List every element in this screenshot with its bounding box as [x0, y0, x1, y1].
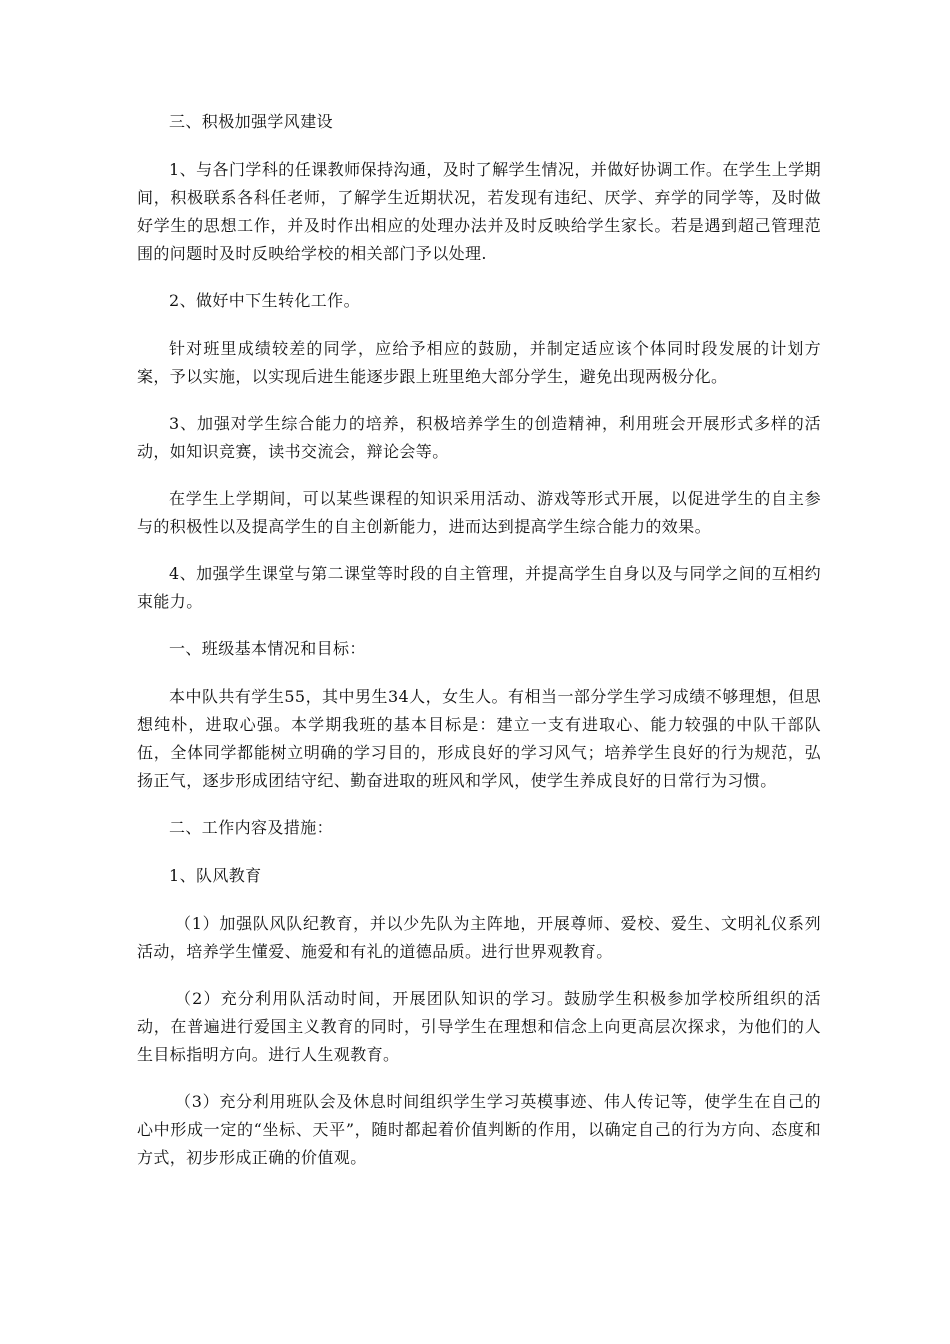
paragraph-class-overview: 本中队共有学生55，其中男生34人，女生人。有相当一部分学生学习成绩不够理想，但思想纯朴，进取心强。本学期我班的基本目标是：建立一支有进取心、能力较强的中队干部队伍，全体同学都能树立明确的学习目的，形成良好的学习风气；培养学生良好的行为规范，弘扬正气，逐步形成团结守纪、勤奋进取的班风和学风，使学生养成良好的日常行为习惯。	[137, 687, 821, 790]
document-body	[137, 108, 821, 1191]
paragraph-comprehensive-ability: 3、加强对学生综合能力的培养，积极培养学生的创造精神，利用班会开展形式多样的活动，如知识竞赛，读书交流会，辩论会等。	[137, 414, 821, 461]
paragraph-item-2: （2）充分利用队活动时间，开展团队知识的学习。鼓励学生积极参加学校所组织的活动，在普遍进行爱国主义教育的同时，引导学生在理想和信念上向更高层次探求，为他们的人生目标指明方向。进行人生观教育。	[137, 989, 821, 1064]
paragraph-activities: 在学生上学期间，可以某些课程的知识采用活动、游戏等形式开展，以促进学生的自主参与的积极性以及提高学生的自主创新能力，进而达到提高学生综合能力的效果。	[137, 489, 821, 536]
section-heading-work-content: 二、工作内容及措施：	[169, 818, 334, 837]
section-heading-class-situation: 一、班级基本情况和目标：	[169, 639, 366, 658]
paragraph-lower-student-transform: 2、做好中下生转化工作。	[169, 291, 360, 310]
paragraph-team-education: 1、队风教育	[169, 866, 262, 885]
paragraph-item-1: （1）加强队风队纪教育，并以少先队为主阵地，开展尊师、爱校、爱生、文明礼仪系列活动，培养学生懂爱、施爱和有礼的道德品质。进行世界观教育。	[137, 914, 821, 961]
paragraph-encouragement: 针对班里成绩较差的同学，应给予相应的鼓励，并制定适应该个体同时段发展的计划方案，予以实施，以实现后进生能逐步跟上班里绝大部分学生，避免出现两极分化。	[137, 339, 821, 386]
paragraph-teacher-communication: 1、与各门学科的任课教师保持沟通，及时了解学生情况，并做好协调工作。在学生上学期间，积极联系各科任老师，了解学生近期状况，若发现有违纪、厌学、弃学的同学等，及时做好学生的思想工作，并及时作出相应的处理办法并及时反映给学生家长。若是遇到超己管理范围的问题时及时反映给学校的相关部门予以处理.	[137, 160, 821, 263]
paragraph-self-management: 4、加强学生课堂与第二课堂等时段的自主管理，并提高学生自身以及与同学之间的互相约束能力。	[137, 564, 821, 611]
paragraph-item-3: （3）充分利用班队会及休息时间组织学生学习英模事迹、伟人传记等，使学生在自己的心中形成一定的“坐标、天平”，随时都起着价值判断的作用，以确定自己的行为方向、态度和方式，初步形成正确的价值观。	[137, 1092, 821, 1167]
section-heading-study-style: 三、积极加强学风建设	[169, 112, 334, 131]
